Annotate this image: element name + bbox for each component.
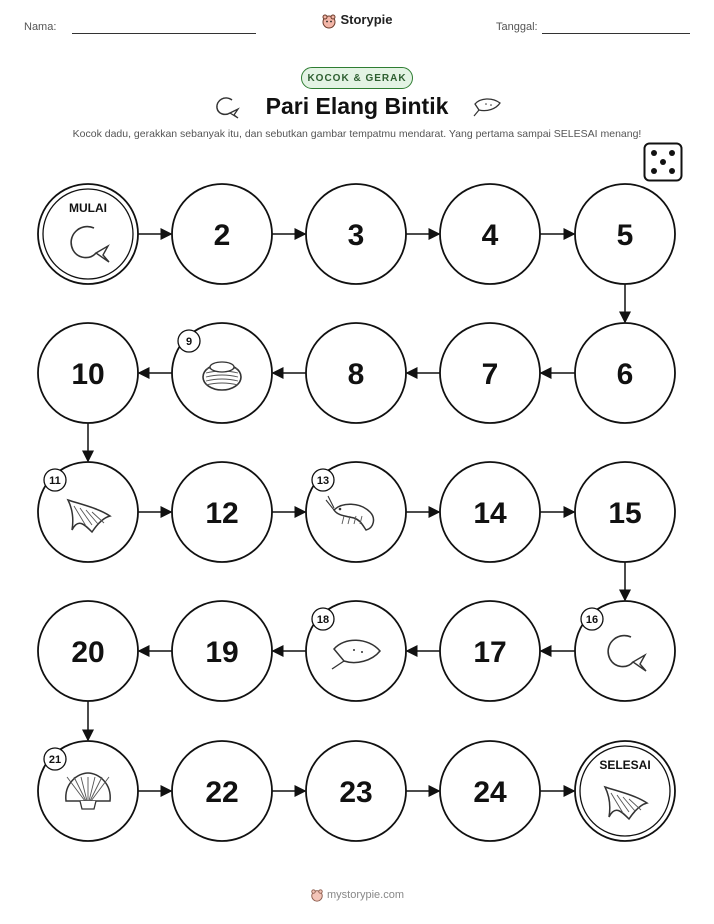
date-label: Tanggal: — [496, 21, 538, 33]
board-space-16[interactable] — [575, 601, 675, 701]
space-number: 18 — [316, 614, 330, 626]
board-space-8[interactable] — [306, 323, 406, 423]
instructions: Kocok dadu, gerakkan sebanyak itu, dan sebutkan gambar tempatmu mendarat. Yang pertama sampai SELESAI menang! — [72, 128, 642, 140]
space-number: 12 — [205, 497, 239, 530]
space-number: 24 — [473, 776, 507, 809]
space-number: 16 — [585, 614, 599, 626]
space-number: 5 — [616, 219, 634, 252]
board-space-13[interactable] — [306, 462, 406, 562]
board-space-3[interactable] — [306, 184, 406, 284]
board-space-5[interactable] — [575, 184, 675, 284]
space-number: 23 — [339, 776, 373, 809]
space-number: 8 — [347, 358, 365, 391]
footer-url: mystorypie.com — [326, 888, 405, 901]
space-number: 2 — [213, 219, 231, 252]
board-space-19[interactable] — [172, 601, 272, 701]
space-number: 13 — [316, 475, 330, 487]
space-number: 20 — [71, 636, 105, 669]
start-space[interactable] — [38, 184, 138, 284]
start-label: MULAI — [69, 201, 107, 215]
board-space-9[interactable] — [172, 323, 272, 423]
space-number: 7 — [481, 358, 499, 391]
space-number: 10 — [71, 358, 105, 391]
space-number: 17 — [473, 636, 507, 669]
board-space-20[interactable] — [38, 601, 138, 701]
board-space-22[interactable] — [172, 741, 272, 841]
board-space-12[interactable] — [172, 462, 272, 562]
board-space-17[interactable] — [440, 601, 540, 701]
brand-name: Storypie — [340, 12, 393, 27]
space-number: 6 — [616, 358, 634, 391]
space-number: 15 — [608, 497, 642, 530]
board-space-7[interactable] — [440, 323, 540, 423]
finish-label: SELESAI — [599, 758, 651, 772]
space-number: 3 — [347, 219, 365, 252]
storypie-logo-icon — [310, 888, 324, 902]
board-space-11[interactable] — [38, 462, 138, 562]
footer — [0, 888, 714, 902]
space-number: 9 — [185, 336, 193, 348]
space-number: 11 — [49, 475, 61, 487]
board-space-23[interactable] — [306, 741, 406, 841]
board-space-21[interactable] — [38, 741, 138, 841]
space-number: 14 — [473, 497, 507, 530]
board-space-15[interactable] — [575, 462, 675, 562]
board-space-4[interactable] — [440, 184, 540, 284]
activity-tag: KOCOK & GERAK — [301, 67, 413, 89]
board-space-18[interactable] — [306, 601, 406, 701]
space-number: 19 — [205, 636, 239, 669]
space-number: 21 — [48, 754, 62, 766]
board-space-10[interactable] — [38, 323, 138, 423]
page-title: Pari Elang Bintik — [265, 93, 449, 119]
board-space-24[interactable] — [440, 741, 540, 841]
board-space-14[interactable] — [440, 462, 540, 562]
board-space-2[interactable] — [172, 184, 272, 284]
space-number: 22 — [205, 776, 239, 809]
space-number: 4 — [481, 219, 499, 252]
name-label: Nama: — [24, 21, 57, 33]
finish-space[interactable] — [575, 741, 675, 841]
board-space-6[interactable] — [575, 323, 675, 423]
